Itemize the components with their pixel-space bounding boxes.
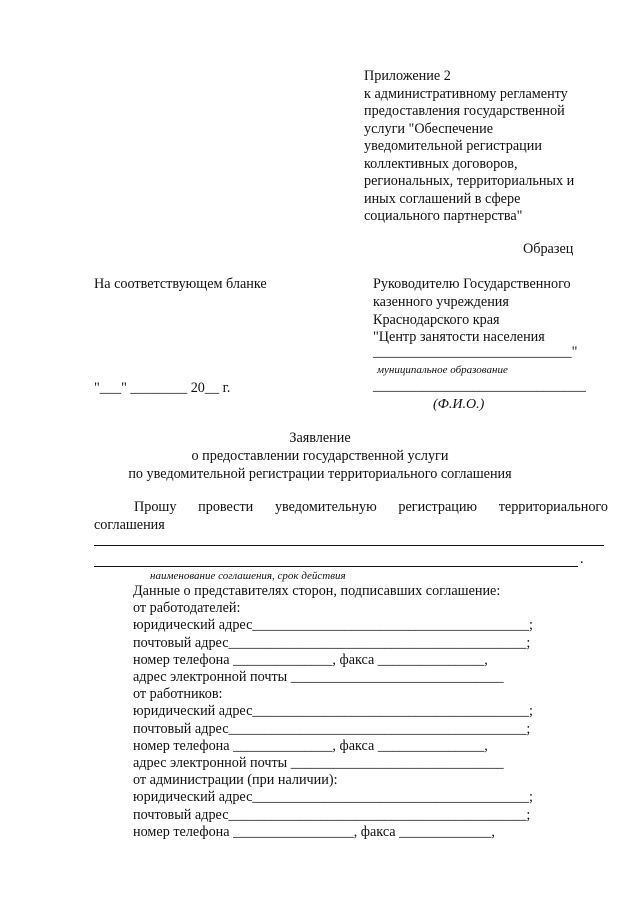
appendix-line: услуги "Обеспечение	[364, 120, 493, 137]
appendix-line: уведомительной регистрации	[364, 138, 542, 154]
title-line: о предоставлении государственной услуги	[191, 448, 449, 464]
appendix-line: региональных, территориальных и	[364, 173, 575, 189]
workers-phone-fax: номер телефона ______________, факса _______________,	[133, 737, 488, 754]
addressee-line: "Центр занятости населения	[373, 329, 545, 345]
date-line: "___" ________ 20__ г.	[94, 380, 231, 396]
addressee-line: Краснодарского края	[373, 312, 500, 328]
admin-phone-fax: номер телефона _________________, факса _____________,	[133, 823, 495, 840]
agreement-name-line	[94, 545, 604, 546]
addressee-line: Руководителю Государственного	[373, 276, 571, 292]
municipality-caption: муниципальное образование	[377, 364, 508, 376]
request-line: соглашения	[94, 517, 165, 533]
appendix-line: Приложение 2	[364, 68, 451, 84]
appendix-line: коллективных договоров,	[364, 155, 518, 172]
appendix-line: социального партнерства"	[364, 208, 523, 224]
employers-email: адрес электронной почты ______________________________	[133, 669, 504, 686]
workers-postal-address: почтовый адрес__________________________________________;	[133, 720, 531, 737]
appendix-line: иных соглашений в сфере	[364, 190, 521, 207]
employers-heading: от работодателей:	[133, 600, 241, 617]
admin-legal-address: юридический адрес_______________________________________;	[133, 789, 533, 806]
end-mark: .	[580, 551, 584, 567]
agreement-name-line	[94, 566, 578, 567]
letterhead-note: На соответствующем бланке	[94, 276, 267, 292]
workers-legal-address: юридический адрес_______________________________________;	[133, 703, 533, 720]
sample-label: Образец	[523, 241, 574, 257]
workers-email: адрес электронной почты ______________________________	[133, 755, 504, 772]
document-title: Заявление	[289, 430, 351, 446]
title-line: по уведомительной регистрации территориального соглашения	[128, 466, 512, 482]
workers-heading: от работников:	[133, 686, 223, 703]
name-blank: ______________________________	[373, 378, 586, 394]
section-intro: Данные о представителях сторон, подписавших соглашение:	[133, 583, 501, 599]
appendix-line: к административному регламенту	[364, 85, 568, 102]
request-paragraph	[94, 498, 608, 534]
employers-postal-address: почтовый адрес__________________________________________;	[133, 634, 531, 651]
admin-postal-address: почтовый адрес__________________________________________;	[133, 806, 531, 823]
employers-legal-address: юридический адрес_______________________________________;	[133, 617, 533, 634]
appendix-header	[364, 68, 624, 226]
fio-caption: (Ф.И.О.)	[433, 397, 485, 412]
admin-heading: от администрации (при наличии):	[133, 772, 338, 789]
request-line: Прошу провести уведомительную регистрацию территориального	[134, 499, 608, 515]
municipality-blank: ____________________________"	[373, 344, 578, 360]
employers-phone-fax: номер телефона ______________, факса _______________,	[133, 651, 488, 668]
agreement-caption: наименование соглашения, срок действия	[150, 570, 346, 582]
appendix-line: предоставления государственной	[364, 103, 565, 119]
addressee-line: казенного учреждения	[373, 294, 509, 310]
representatives-section	[133, 583, 613, 841]
